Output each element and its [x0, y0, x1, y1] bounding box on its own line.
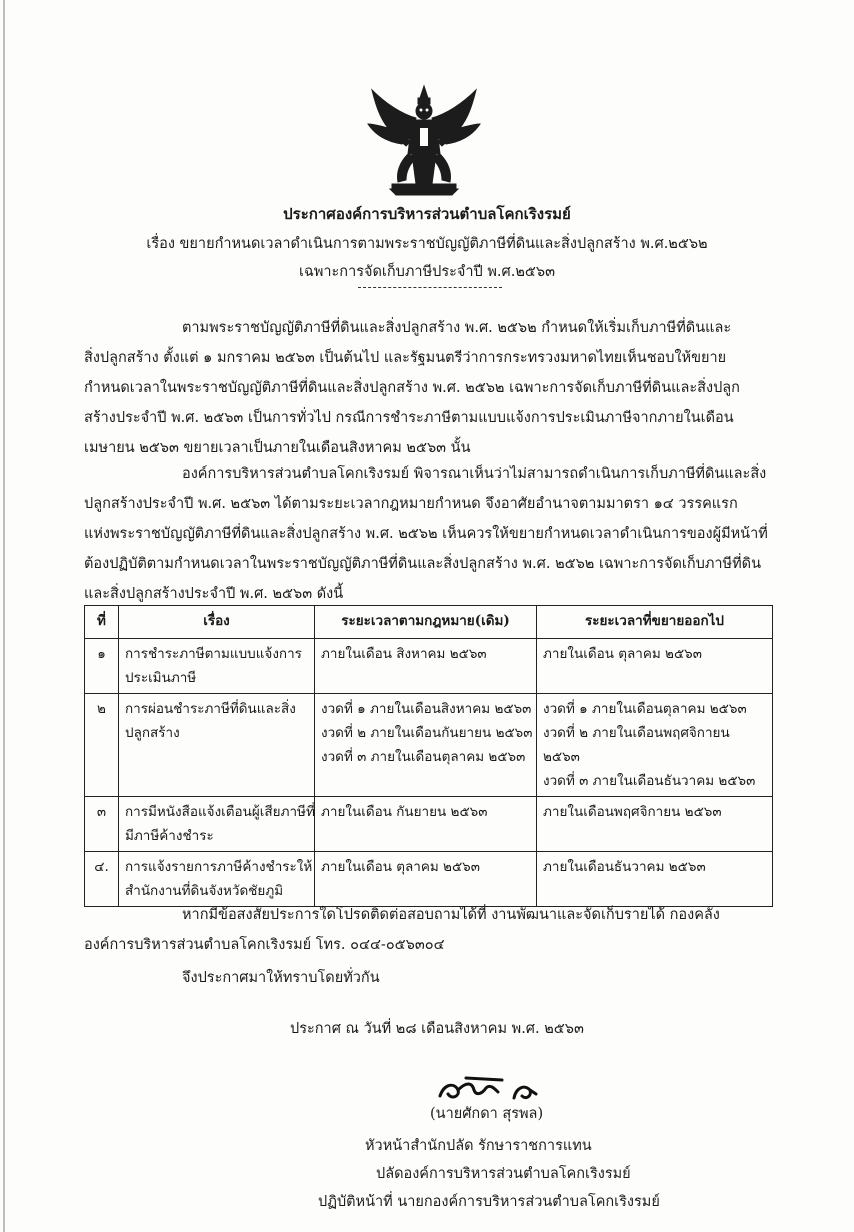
- row-number: ๒: [85, 694, 119, 797]
- row-subject: [119, 639, 315, 694]
- row-subject: [119, 852, 315, 907]
- cell-line: ๒๕๖๓: [543, 749, 580, 765]
- column-header-no: ที่: [85, 606, 119, 639]
- row-subject: [119, 797, 315, 852]
- paragraph-line: หากมีข้อสงสัยประการใดโปรดติดต่อสอบถามได้ที่ งานพัฒนาและจัดเก็บรายได้ กองคลัง: [182, 907, 720, 923]
- paragraph-line: แห่งพระราชบัญญัติภาษีที่ดินและสิ่งปลูกสร้าง พ.ศ. ๒๕๖๒ เห็นควรให้ขยายกำหนดเวลาดำเนินการของผู้มีหน้าที่: [84, 526, 768, 542]
- notice-statement: จึงประกาศมาให้ทราบโดยทั่วกัน: [182, 970, 380, 986]
- paragraph-contact: [84, 900, 770, 960]
- paragraph-line: และสิ่งปลูกสร้างประจำปี พ.ศ. ๒๕๖๓ ดังนี้: [84, 586, 344, 602]
- cell-line: สำนักงานที่ดินจังหวัดชัยภูมิ: [125, 883, 284, 899]
- cell-line: มีภาษีค้างชำระ: [125, 828, 214, 844]
- table-row: [85, 639, 773, 694]
- garuda-emblem-icon: [362, 84, 486, 196]
- row-original-period: [315, 639, 537, 694]
- cell-line: งวดที่ ๓ ภายในเดือนตุลาคม ๒๕๖๓: [321, 749, 526, 765]
- paragraph-line: กำหนดเวลาในพระราชบัญญัติภาษีที่ดินและสิ่งปลูกสร้าง พ.ศ. ๒๕๖๒ เฉพาะการจัดเก็บภาษีที่ดินและสิ่งปลูก: [84, 380, 740, 396]
- cell-line: งวดที่ ๑ ภายในเดือนสิงหาคม ๒๕๖๓: [321, 701, 532, 717]
- announcement-subject-continued: เฉพาะการจัดเก็บภาษีประจำปี พ.ศ.๒๕๖๓: [298, 264, 555, 280]
- signatory-position: หัวหน้าสำนักปลัด รักษาราชการแทน: [365, 1138, 592, 1154]
- column-header-original-period: ระยะเวลาตามกฎหมาย(เดิม): [315, 606, 537, 639]
- cell-line: ภายในเดือน ตุลาคม ๒๕๖๓: [321, 859, 480, 875]
- row-extended-period: [537, 797, 773, 852]
- table-row: [85, 797, 773, 852]
- paragraph-line: ตามพระราชบัญญัติภาษีที่ดินและสิ่งปลูกสร้าง พ.ศ. ๒๕๖๒ กำหนดให้เริ่มเก็บภาษีที่ดินและ: [182, 320, 732, 336]
- column-header-extended-period: ระยะเวลาที่ขยายออกไป: [537, 606, 773, 639]
- paragraph-line: สิ่งปลูกสร้าง ตั้งแต่ ๑ มกราคม ๒๕๖๓ เป็นต้นไป และรัฐมนตรีว่าการกระทรวงมหาดไทยเห็นชอบให้ขยาย: [84, 350, 727, 366]
- paragraph-line: สร้างประจำปี พ.ศ. ๒๕๖๓ เป็นการทั่วไป กรณีการชำระภาษีตามแบบแจ้งการประเมินภาษีจากภายในเดือน: [84, 410, 734, 426]
- cell-line: งวดที่ ๒ ภายในเดือนพฤศจิกายน: [543, 725, 730, 741]
- paragraph-line: ต้องปฏิบัติตามกำหนดเวลาในพระราชบัญญัติภาษีที่ดินและสิ่งปลูกสร้าง พ.ศ. ๒๕๖๒ เฉพาะการจัดเก็บภาษีที่ดิน: [84, 556, 761, 572]
- row-original-period: [315, 852, 537, 907]
- paragraph-line: องค์การบริหารส่วนตำบลโคกเริงรมย์ พิจารณาเห็นว่าไม่สามารถดำเนินการเก็บภาษีที่ดินและสิ่ง: [182, 466, 767, 482]
- table-header-row: [85, 606, 773, 639]
- row-extended-period: [537, 639, 773, 694]
- cell-line: ปลูกสร้าง: [125, 725, 180, 741]
- table-row: [85, 852, 773, 907]
- row-extended-period: [537, 852, 773, 907]
- announcement-subject: เรื่อง ขยายกำหนดเวลาดำเนินการตามพระราชบัญญัติภาษีที่ดินและสิ่งปลูกสร้าง พ.ศ.๒๕๖๒: [146, 236, 708, 252]
- cell-line: งวดที่ ๓ ภายในเดือนธันวาคม ๒๕๖๓: [543, 773, 756, 789]
- row-subject: [119, 694, 315, 797]
- announcement-title: ประกาศองค์การบริหารส่วนตำบลโคกเริงรมย์: [283, 205, 571, 223]
- cell-line: การชำระภาษีตามแบบแจ้งการ: [125, 646, 302, 662]
- cell-line: งวดที่ ๑ ภายในเดือนตุลาคม ๒๕๖๓: [543, 701, 747, 717]
- page-edge: [3, 0, 5, 1232]
- cell-line: ภายในเดือน สิงหาคม ๒๕๖๓: [321, 646, 487, 662]
- cell-line: ประเมินภาษี: [125, 670, 197, 686]
- signatory-position: ปลัดองค์การบริหารส่วนตำบลโคกเริงรมย์: [376, 1166, 631, 1182]
- cell-line: การผ่อนชำระภาษีที่ดินและสิ่ง: [125, 701, 296, 717]
- paragraph-background: [84, 313, 770, 463]
- cell-line: ภายในเดือน กันยายน ๒๕๖๓: [321, 804, 488, 820]
- announcement-date: ประกาศ ณ วันที่ ๒๘ เดือนสิงหาคม พ.ศ. ๒๕๖๓: [290, 1021, 584, 1037]
- cell-line: การแจ้งรายการภาษีค้างชำระให้: [125, 859, 313, 875]
- signatory-position: ปฏิบัติหน้าที่ นายกองค์การบริหารส่วนตำบลโคกเริงรมย์: [318, 1194, 660, 1210]
- extension-table: [84, 605, 773, 907]
- paragraph-line: เมษายน ๒๕๖๓ ขยายเวลาเป็นภายในเดือนสิงหาคม ๒๕๖๓ นั้น: [84, 440, 471, 456]
- row-original-period: [315, 797, 537, 852]
- paragraph-line: องค์การบริหารส่วนตำบลโคกเริงรมย์ โทร. ๐๔๔-๐๕๖๓๐๔: [84, 937, 445, 953]
- cell-line: งวดที่ ๒ ภายในเดือนกันยายน ๒๕๖๓: [321, 725, 533, 741]
- title-divider: [358, 287, 502, 288]
- column-header-subject: เรื่อง: [119, 606, 315, 639]
- paragraph-line: ปลูกสร้างประจำปี พ.ศ. ๒๕๖๓ ได้ตามระยะเวลากฎหมายกำหนด จึงอาศัยอำนาจตามมาตรา ๑๔ วรรคแรก: [84, 496, 738, 512]
- paragraph-decision: [84, 459, 770, 609]
- row-number: ๓: [85, 797, 119, 852]
- cell-line: ภายในเดือนพฤศจิกายน ๒๕๖๓: [543, 804, 722, 820]
- row-number: ๔.: [85, 852, 119, 907]
- row-number: ๑: [85, 639, 119, 694]
- signatory-name: (นายศักดา สุรพล): [430, 1106, 544, 1122]
- row-extended-period: [537, 694, 773, 797]
- row-original-period: [315, 694, 537, 797]
- cell-line: ภายในเดือนธันวาคม ๒๕๖๓: [543, 859, 706, 875]
- cell-line: การมีหนังสือแจ้งเตือนผู้เสียภาษีที่: [125, 804, 315, 820]
- table-row: [85, 694, 773, 797]
- cell-line: ภายในเดือน ตุลาคม ๒๕๖๓: [543, 646, 702, 662]
